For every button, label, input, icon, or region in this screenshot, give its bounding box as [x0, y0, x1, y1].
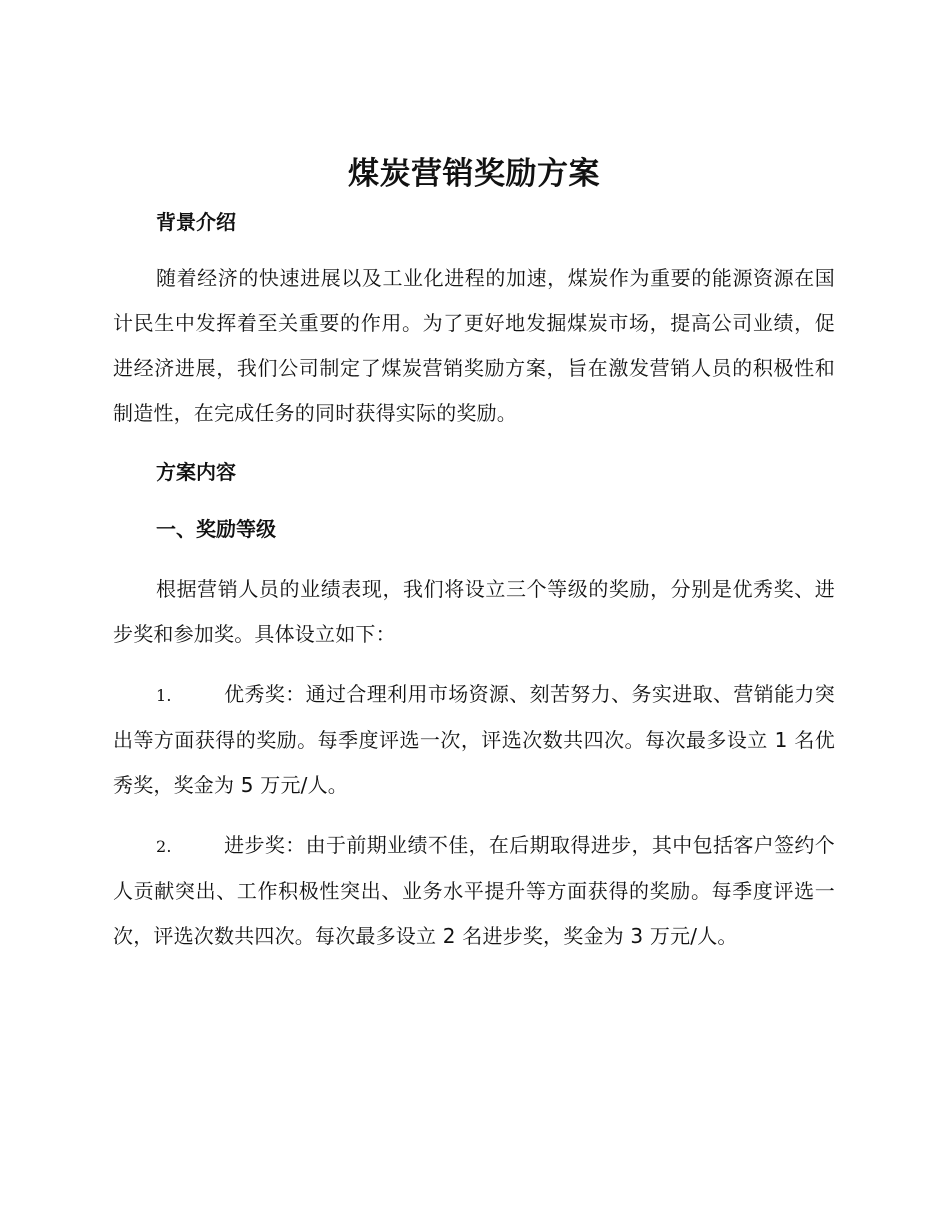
plan-heading: 方案内容: [156, 460, 236, 484]
reward-level-intro: 根据营销人员的业绩表现，我们将设立三个等级的奖励，分别是优秀奖、进步奖和参加奖。具体设立如下：: [113, 577, 835, 646]
list-item-number: 1.: [156, 686, 172, 705]
list-item-text: 进步奖：由于前期业绩不佳，在后期取得进步，其中包括客户签约个人贡献突出、工作积极性突出、业务水平提升等方面获得的奖励。每季度评选一次，评选次数共四次。每次最多设立 2 名进步奖，奖金为 3 万元/人。: [113, 833, 835, 948]
reward-level-heading: 一、奖励等级: [156, 517, 276, 541]
document-body: [113, 148, 835, 959]
list-item-text: 优秀奖：通过合理利用市场资源、刻苦努力、务实进取、营销能力突出等方面获得的奖励。每季度评选一次，评选次数共四次。每次最多设立 1 名优秀奖，奖金为 5 万元/人。: [113, 682, 835, 797]
document-title: 煤炭营销奖励方案: [348, 156, 600, 192]
list-item: [113, 823, 835, 959]
background-paragraph: 随着经济的快速进展以及工业化进程的加速，煤炭作为重要的能源资源在国计民生中发挥着至关重要的作用。为了更好地发掘煤炭市场，提高公司业绩，促进经济进展，我们公司制定了煤炭营销奖励方案，旨在激发营销人员的积极性和制造性，在完成任务的同时获得实际的奖励。: [113, 266, 835, 425]
list-item-number: 2.: [156, 837, 172, 856]
background-heading: 背景介绍: [156, 210, 236, 234]
list-item: [113, 672, 835, 808]
